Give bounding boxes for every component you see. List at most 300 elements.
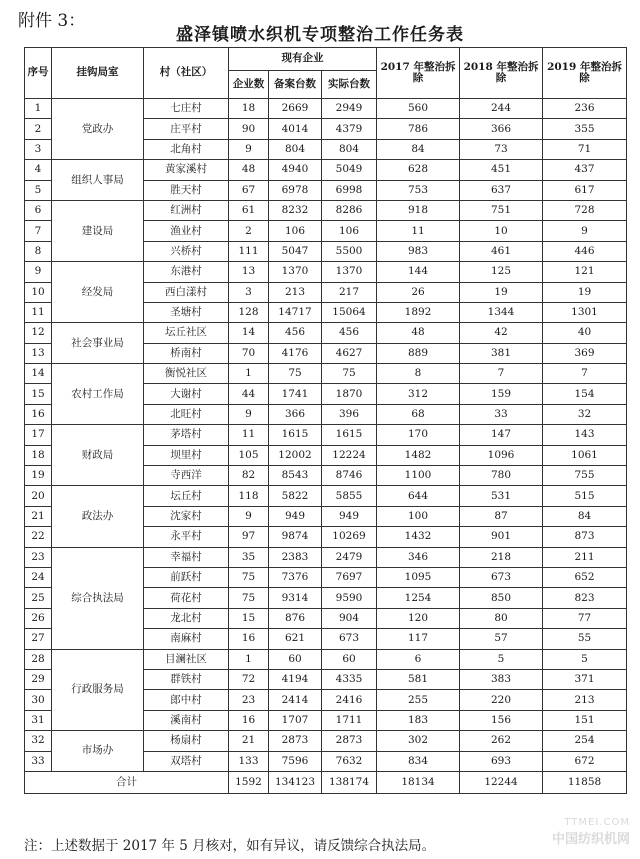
cell-village: 郎中村: [144, 690, 229, 710]
cell-dept: 行政服务局: [52, 649, 144, 731]
cell-seq: 30: [25, 690, 52, 710]
cell-2017: 346: [377, 547, 460, 567]
cell-2019: 1061: [543, 445, 627, 465]
cell-count: 44: [229, 384, 269, 404]
cell-actual: 2949: [322, 99, 377, 119]
cell-2017: 11: [377, 221, 460, 241]
cell-2017: 1892: [377, 302, 460, 322]
cell-2018: 156: [460, 710, 543, 730]
cell-count: 9: [229, 139, 269, 159]
cell-village: 溪南村: [144, 710, 229, 730]
cell-count: 75: [229, 588, 269, 608]
header-registered: 备案台数: [269, 71, 322, 99]
cell-2019: 254: [543, 731, 627, 751]
cell-2017: 1100: [377, 466, 460, 486]
cell-2017: 628: [377, 160, 460, 180]
total-value: 138174: [322, 771, 377, 793]
cell-2017: 753: [377, 180, 460, 200]
cell-seq: 25: [25, 588, 52, 608]
cell-2018: 901: [460, 527, 543, 547]
cell-actual: 396: [322, 404, 377, 424]
cell-2017: 983: [377, 241, 460, 261]
header-2018: 2018 年整治拆除: [460, 48, 543, 99]
cell-dept: 政法办: [52, 486, 144, 547]
cell-2019: 19: [543, 282, 627, 302]
cell-2017: 1095: [377, 567, 460, 587]
cell-village: 沈家村: [144, 506, 229, 526]
cell-2018: 19: [460, 282, 543, 302]
cell-registered: 8543: [269, 466, 322, 486]
cell-2018: 850: [460, 588, 543, 608]
cell-count: 9: [229, 506, 269, 526]
table-row: [25, 200, 627, 220]
cell-2018: 220: [460, 690, 543, 710]
cell-actual: 4627: [322, 343, 377, 363]
cell-count: 21: [229, 731, 269, 751]
table-row: [25, 99, 627, 119]
cell-actual: 7697: [322, 567, 377, 587]
cell-2018: 125: [460, 262, 543, 282]
header-seq: 序号: [25, 48, 52, 99]
cell-2017: 100: [377, 506, 460, 526]
cell-registered: 9874: [269, 527, 322, 547]
cell-village: 北角村: [144, 139, 229, 159]
cell-actual: 8286: [322, 200, 377, 220]
cell-registered: 456: [269, 323, 322, 343]
cell-dept: 农村工作局: [52, 364, 144, 425]
cell-2019: 211: [543, 547, 627, 567]
table-row: [25, 649, 627, 669]
cell-village: 寺西洋: [144, 466, 229, 486]
table-row: [25, 547, 627, 567]
document-title: 盛泽镇喷水织机专项整治工作任务表: [176, 25, 464, 45]
cell-seq: 18: [25, 445, 52, 465]
cell-registered: 2669: [269, 99, 322, 119]
cell-dept: 组织人事局: [52, 160, 144, 201]
cell-village: 胜天村: [144, 180, 229, 200]
cell-count: 67: [229, 180, 269, 200]
cell-actual: 7632: [322, 751, 377, 771]
cell-2019: 55: [543, 629, 627, 649]
cell-registered: 213: [269, 282, 322, 302]
table-row: [25, 323, 627, 343]
cell-count: 14: [229, 323, 269, 343]
cell-2019: 77: [543, 608, 627, 628]
footnote: 注：上述数据于 2017 年 5 月核对，如有异议，请反馈综合执法局。: [24, 838, 436, 854]
cell-count: 16: [229, 710, 269, 730]
cell-2019: 873: [543, 527, 627, 547]
header-count: 企业数: [229, 71, 269, 99]
table-row: [25, 486, 627, 506]
cell-registered: 75: [269, 364, 322, 384]
cell-count: 75: [229, 567, 269, 587]
cell-actual: 9590: [322, 588, 377, 608]
cell-village: 大谢村: [144, 384, 229, 404]
cell-2017: 68: [377, 404, 460, 424]
cell-actual: 2416: [322, 690, 377, 710]
cell-seq: 13: [25, 343, 52, 363]
cell-2019: 9: [543, 221, 627, 241]
cell-seq: 3: [25, 139, 52, 159]
cell-2019: 151: [543, 710, 627, 730]
cell-seq: 5: [25, 180, 52, 200]
cell-2018: 693: [460, 751, 543, 771]
cell-registered: 1707: [269, 710, 322, 730]
cell-village: 桥南村: [144, 343, 229, 363]
cell-2017: 170: [377, 425, 460, 445]
cell-registered: 4014: [269, 119, 322, 139]
cell-actual: 949: [322, 506, 377, 526]
cell-seq: 9: [25, 262, 52, 282]
cell-dept: 财政局: [52, 425, 144, 486]
cell-2018: 1096: [460, 445, 543, 465]
cell-2019: 728: [543, 200, 627, 220]
total-label: 合计: [25, 771, 229, 793]
cell-2017: 581: [377, 669, 460, 689]
cell-seq: 16: [25, 404, 52, 424]
task-table: [24, 47, 627, 794]
watermark-line1: TTMEI.COM: [564, 817, 630, 828]
cell-count: 11: [229, 425, 269, 445]
cell-registered: 12002: [269, 445, 322, 465]
cell-2018: 10: [460, 221, 543, 241]
cell-seq: 26: [25, 608, 52, 628]
cell-2018: 159: [460, 384, 543, 404]
cell-2018: 383: [460, 669, 543, 689]
cell-2017: 786: [377, 119, 460, 139]
cell-2017: 144: [377, 262, 460, 282]
cell-2018: 780: [460, 466, 543, 486]
cell-2018: 262: [460, 731, 543, 751]
cell-seq: 19: [25, 466, 52, 486]
cell-count: 111: [229, 241, 269, 261]
cell-2018: 451: [460, 160, 543, 180]
cell-seq: 33: [25, 751, 52, 771]
cell-2019: 755: [543, 466, 627, 486]
cell-2018: 218: [460, 547, 543, 567]
cell-actual: 10269: [322, 527, 377, 547]
cell-count: 18: [229, 99, 269, 119]
cell-seq: 2: [25, 119, 52, 139]
cell-2017: 255: [377, 690, 460, 710]
cell-count: 118: [229, 486, 269, 506]
cell-seq: 20: [25, 486, 52, 506]
cell-2019: 652: [543, 567, 627, 587]
header-village: 村（社区）: [144, 48, 229, 99]
cell-count: 9: [229, 404, 269, 424]
cell-village: 杨扇村: [144, 731, 229, 751]
cell-actual: 4335: [322, 669, 377, 689]
cell-village: 坝里村: [144, 445, 229, 465]
total-value: 18134: [377, 771, 460, 793]
cell-actual: 6998: [322, 180, 377, 200]
cell-count: 105: [229, 445, 269, 465]
cell-seq: 11: [25, 302, 52, 322]
cell-2018: 5: [460, 649, 543, 669]
cell-village: 茅塔村: [144, 425, 229, 445]
cell-village: 幸福村: [144, 547, 229, 567]
cell-registered: 9314: [269, 588, 322, 608]
cell-village: 永平村: [144, 527, 229, 547]
cell-2019: 672: [543, 751, 627, 771]
cell-actual: 1711: [322, 710, 377, 730]
header-actual: 实际台数: [322, 71, 377, 99]
cell-seq: 7: [25, 221, 52, 241]
total-value: 12244: [460, 771, 543, 793]
cell-registered: 4176: [269, 343, 322, 363]
cell-actual: 5855: [322, 486, 377, 506]
cell-2017: 120: [377, 608, 460, 628]
cell-count: 82: [229, 466, 269, 486]
cell-2018: 42: [460, 323, 543, 343]
cell-2018: 366: [460, 119, 543, 139]
cell-village: 庄平村: [144, 119, 229, 139]
cell-count: 3: [229, 282, 269, 302]
cell-actual: 673: [322, 629, 377, 649]
cell-2019: 437: [543, 160, 627, 180]
cell-2019: 213: [543, 690, 627, 710]
cell-2019: 355: [543, 119, 627, 139]
cell-actual: 106: [322, 221, 377, 241]
cell-village: 红洲村: [144, 200, 229, 220]
cell-registered: 7596: [269, 751, 322, 771]
cell-actual: 5500: [322, 241, 377, 261]
cell-2017: 8: [377, 364, 460, 384]
cell-count: 16: [229, 629, 269, 649]
cell-2017: 312: [377, 384, 460, 404]
cell-village: 前跃村: [144, 567, 229, 587]
cell-village: 群铁村: [144, 669, 229, 689]
cell-seq: 4: [25, 160, 52, 180]
cell-2019: 71: [543, 139, 627, 159]
header-2017: 2017 年整治拆除: [377, 48, 460, 99]
cell-2017: 834: [377, 751, 460, 771]
cell-count: 15: [229, 608, 269, 628]
cell-2017: 644: [377, 486, 460, 506]
cell-seq: 29: [25, 669, 52, 689]
cell-dept: 经发局: [52, 262, 144, 323]
cell-registered: 60: [269, 649, 322, 669]
cell-seq: 31: [25, 710, 52, 730]
cell-dept: 综合执法局: [52, 547, 144, 649]
cell-2019: 84: [543, 506, 627, 526]
cell-2017: 84: [377, 139, 460, 159]
cell-2017: 1254: [377, 588, 460, 608]
cell-2018: 80: [460, 608, 543, 628]
cell-village: 坛丘村: [144, 486, 229, 506]
cell-seq: 12: [25, 323, 52, 343]
cell-2019: 40: [543, 323, 627, 343]
cell-2018: 73: [460, 139, 543, 159]
cell-2019: 236: [543, 99, 627, 119]
cell-village: 双塔村: [144, 751, 229, 771]
cell-registered: 804: [269, 139, 322, 159]
cell-seq: 27: [25, 629, 52, 649]
cell-actual: 60: [322, 649, 377, 669]
cell-count: 90: [229, 119, 269, 139]
table-row: [25, 262, 627, 282]
cell-registered: 14717: [269, 302, 322, 322]
cell-2019: 143: [543, 425, 627, 445]
cell-village: 龙北村: [144, 608, 229, 628]
cell-village: 兴桥村: [144, 241, 229, 261]
cell-registered: 366: [269, 404, 322, 424]
cell-2017: 918: [377, 200, 460, 220]
cell-seq: 6: [25, 200, 52, 220]
cell-registered: 1741: [269, 384, 322, 404]
cell-dept: 建设局: [52, 200, 144, 261]
cell-2017: 1432: [377, 527, 460, 547]
cell-count: 1: [229, 649, 269, 669]
cell-registered: 4194: [269, 669, 322, 689]
cell-seq: 21: [25, 506, 52, 526]
cell-2017: 48: [377, 323, 460, 343]
cell-count: 61: [229, 200, 269, 220]
cell-dept: 市场办: [52, 731, 144, 772]
cell-registered: 949: [269, 506, 322, 526]
cell-2019: 121: [543, 262, 627, 282]
header-existing: 现有企业: [229, 48, 377, 71]
watermark-line2: 中国纺织机网: [551, 832, 630, 847]
cell-count: 13: [229, 262, 269, 282]
cell-village: 衡悦社区: [144, 364, 229, 384]
cell-actual: 75: [322, 364, 377, 384]
cell-2019: 617: [543, 180, 627, 200]
cell-actual: 1615: [322, 425, 377, 445]
cell-2017: 302: [377, 731, 460, 751]
cell-registered: 106: [269, 221, 322, 241]
cell-2018: 673: [460, 567, 543, 587]
cell-count: 72: [229, 669, 269, 689]
cell-2019: 7: [543, 364, 627, 384]
cell-registered: 1370: [269, 262, 322, 282]
cell-count: 1: [229, 364, 269, 384]
cell-registered: 2414: [269, 690, 322, 710]
cell-registered: 5822: [269, 486, 322, 506]
cell-2017: 889: [377, 343, 460, 363]
cell-2019: 154: [543, 384, 627, 404]
cell-village: 北旺村: [144, 404, 229, 424]
cell-count: 23: [229, 690, 269, 710]
table-body: [25, 99, 627, 794]
cell-2018: 57: [460, 629, 543, 649]
cell-actual: 2873: [322, 731, 377, 751]
cell-registered: 2873: [269, 731, 322, 751]
cell-seq: 1: [25, 99, 52, 119]
header-dept: 挂钩局室: [52, 48, 144, 99]
total-row: [25, 771, 627, 793]
cell-village: 东港村: [144, 262, 229, 282]
cell-2017: 117: [377, 629, 460, 649]
cell-village: 西白漾村: [144, 282, 229, 302]
header-2019: 2019 年整治拆除: [543, 48, 627, 99]
cell-actual: 1370: [322, 262, 377, 282]
cell-registered: 8232: [269, 200, 322, 220]
cell-count: 97: [229, 527, 269, 547]
attachment-label: 附件 3：: [18, 11, 86, 31]
cell-2018: 751: [460, 200, 543, 220]
cell-registered: 7376: [269, 567, 322, 587]
cell-registered: 2383: [269, 547, 322, 567]
cell-seq: 10: [25, 282, 52, 302]
cell-registered: 6978: [269, 180, 322, 200]
total-value: 134123: [269, 771, 322, 793]
cell-dept: 社会事业局: [52, 323, 144, 364]
cell-2018: 87: [460, 506, 543, 526]
table-row: [25, 160, 627, 180]
cell-count: 35: [229, 547, 269, 567]
cell-seq: 24: [25, 567, 52, 587]
cell-2018: 531: [460, 486, 543, 506]
cell-actual: 456: [322, 323, 377, 343]
cell-registered: 1615: [269, 425, 322, 445]
cell-2019: 371: [543, 669, 627, 689]
cell-2018: 1344: [460, 302, 543, 322]
cell-seq: 23: [25, 547, 52, 567]
cell-actual: 904: [322, 608, 377, 628]
table-row: [25, 425, 627, 445]
cell-2018: 147: [460, 425, 543, 445]
cell-count: 128: [229, 302, 269, 322]
cell-actual: 12224: [322, 445, 377, 465]
cell-2017: 183: [377, 710, 460, 730]
cell-actual: 1870: [322, 384, 377, 404]
cell-registered: 876: [269, 608, 322, 628]
cell-village: 圣塘村: [144, 302, 229, 322]
cell-count: 133: [229, 751, 269, 771]
cell-seq: 14: [25, 364, 52, 384]
table-row: [25, 364, 627, 384]
cell-village: 七庄村: [144, 99, 229, 119]
cell-registered: 621: [269, 629, 322, 649]
cell-village: 荷花村: [144, 588, 229, 608]
cell-seq: 15: [25, 384, 52, 404]
total-value: 1592: [229, 771, 269, 793]
cell-2017: 6: [377, 649, 460, 669]
cell-2018: 244: [460, 99, 543, 119]
cell-village: 渔业村: [144, 221, 229, 241]
cell-2018: 461: [460, 241, 543, 261]
cell-2018: 33: [460, 404, 543, 424]
cell-2019: 5: [543, 649, 627, 669]
cell-2019: 1301: [543, 302, 627, 322]
cell-actual: 8746: [322, 466, 377, 486]
cell-actual: 804: [322, 139, 377, 159]
cell-seq: 17: [25, 425, 52, 445]
cell-seq: 32: [25, 731, 52, 751]
cell-seq: 22: [25, 527, 52, 547]
cell-count: 2: [229, 221, 269, 241]
cell-count: 48: [229, 160, 269, 180]
cell-actual: 4379: [322, 119, 377, 139]
table-row: [25, 731, 627, 751]
cell-2017: 1482: [377, 445, 460, 465]
watermark: [552, 817, 630, 847]
cell-2017: 560: [377, 99, 460, 119]
cell-dept: 党政办: [52, 99, 144, 160]
cell-2019: 369: [543, 343, 627, 363]
cell-actual: 217: [322, 282, 377, 302]
cell-2019: 32: [543, 404, 627, 424]
cell-actual: 2479: [322, 547, 377, 567]
cell-count: 70: [229, 343, 269, 363]
cell-village: 目澜社区: [144, 649, 229, 669]
cell-registered: 5047: [269, 241, 322, 261]
cell-registered: 4940: [269, 160, 322, 180]
cell-actual: 15064: [322, 302, 377, 322]
cell-seq: 8: [25, 241, 52, 261]
cell-village: 黄家溪村: [144, 160, 229, 180]
